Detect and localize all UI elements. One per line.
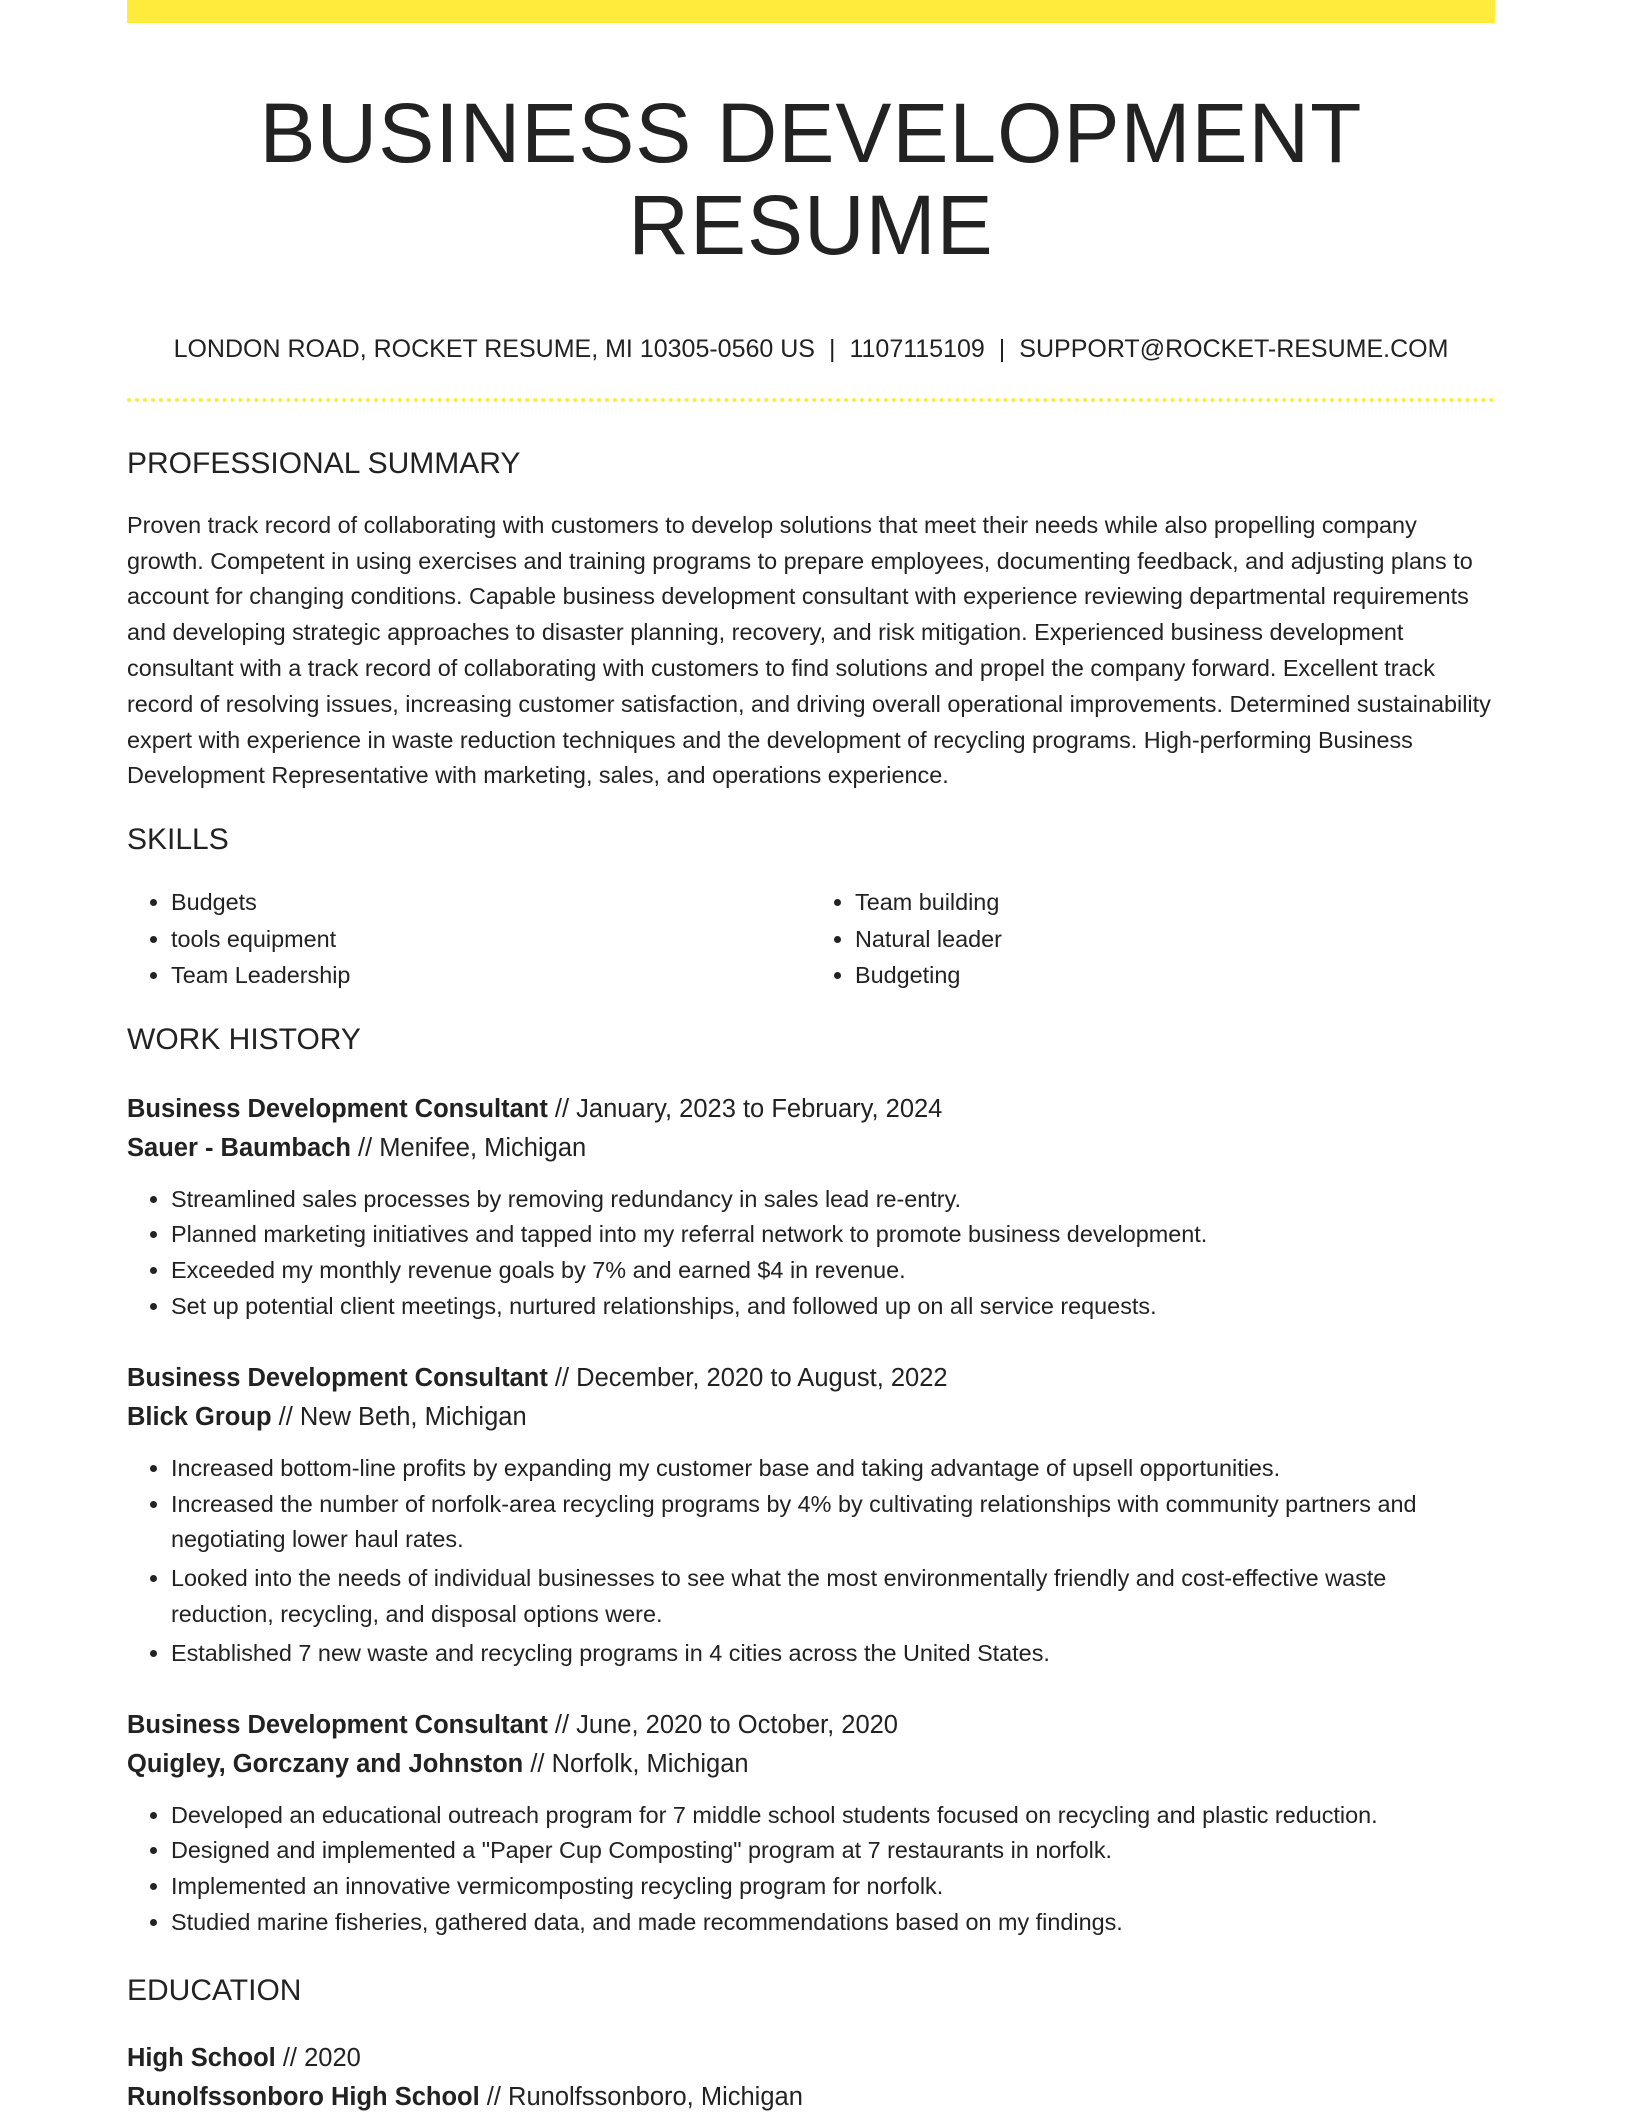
skill-item: • Natural leader [855, 921, 1495, 958]
job-title-line [127, 1359, 1495, 1398]
resume-page [127, 0, 1495, 2117]
skills-column-right [811, 884, 1495, 994]
education-degree: High School [127, 2043, 276, 2072]
resume-title: BUSINESS DEVELOPMENT RESUME [259, 86, 1363, 273]
contact-separator: | [998, 334, 1006, 363]
skill-item: • tools equipment [171, 921, 811, 958]
job-company: Blick Group [127, 1402, 272, 1431]
job-bullet: • Implemented an innovative vermicomposting recycling program for norfolk. [171, 1869, 1495, 1905]
job-bullet: • Planned marketing initiatives and tapped into my referral network to promote business development. [171, 1217, 1495, 1253]
summary-text: Proven track record of collaborating with customers to develop solutions that meet their needs while also propelling company growth. Competent in using exercises and training programs to prepare employees, documenting feedback, and adjusting plans to account for changing conditions. Capable business development consultant with experience reviewing departmental requirements and developing strategic approaches to disaster planning, recovery, and risk mitigation. Experienced business development consultant with a track record of collaborating with customers to find solutions and propel the company forward. Excellent track record of resolving issues, increasing customer satisfaction, and driving overall operational improvements. Determined sustainability expert with experience in waste reduction techniques and the development of recycling programs. High-performing Business Development Representative with marketing, sales, and operations experience. [127, 511, 1491, 789]
job-location: // Menifee, Michigan [350, 1133, 587, 1162]
job-company: Quigley, Gorczany and Johnston [127, 1749, 524, 1778]
job-bullet: • Developed an educational outreach program for 7 middle school students focused on recycling and plastic reduction. [171, 1798, 1495, 1834]
job-company: Sauer - Baumbach [127, 1133, 351, 1162]
contact-line [127, 334, 1495, 364]
job-entry [127, 1090, 1495, 1325]
job-bullets [127, 1451, 1495, 1672]
job-location: // Norfolk, Michigan [523, 1749, 749, 1778]
skills-column-left [127, 884, 811, 994]
education-degree-line [127, 2039, 1495, 2078]
job-bullets [127, 1182, 1495, 1325]
education-year: // 2020 [275, 2043, 361, 2072]
contact-separator: | [828, 334, 836, 363]
contact-address: LONDON ROAD, ROCKET RESUME, MI 10305-0560 US [173, 334, 815, 363]
job-bullet: • Established 7 new waste and recycling programs in 4 cities across the United States. [171, 1636, 1495, 1672]
job-bullet: • Exceeded my monthly revenue goals by 7% and earned $4 in revenue. [171, 1253, 1495, 1289]
dotted-divider [127, 398, 1495, 402]
skills-list [127, 884, 1495, 994]
job-bullet: • Increased the number of norfolk-area recycling programs by 4% by cultivating relationships with community partners and negotiating lower haul rates. [171, 1487, 1495, 1559]
job-bullet: • Studied marine fisheries, gathered data, and made recommendations based on my findings. [171, 1905, 1495, 1941]
work-history-heading: WORK HISTORY [127, 1022, 361, 1056]
job-title: Business Development Consultant [127, 1710, 548, 1739]
job-entry [127, 1706, 1495, 1941]
education-heading: EDUCATION [127, 1973, 302, 2007]
job-bullet: • Streamlined sales processes by removing redundancy in sales lead re-entry. [171, 1182, 1495, 1218]
skills-heading: SKILLS [127, 823, 229, 857]
education-school: Runolfssonboro High School [127, 2082, 480, 2111]
job-bullets [127, 1798, 1495, 1941]
job-entry [127, 1359, 1495, 1672]
accent-top-bar [127, 0, 1495, 23]
job-title: Business Development Consultant [127, 1363, 548, 1392]
skill-item: • Budgets [171, 884, 811, 921]
education-location: // Runolfssonboro, Michigan [479, 2082, 803, 2111]
job-title-line [127, 1706, 1495, 1745]
job-company-line [127, 1129, 1495, 1168]
job-company-line [127, 1745, 1495, 1784]
job-bullet: • Set up potential client meetings, nurtured relationships, and followed up on all service requests. [171, 1289, 1495, 1325]
job-dates: // June, 2020 to October, 2020 [547, 1710, 898, 1739]
skill-item: • Team Leadership [171, 957, 811, 994]
job-dates: // December, 2020 to August, 2022 [547, 1363, 948, 1392]
job-company-line [127, 1398, 1495, 1437]
job-title-line [127, 1090, 1495, 1129]
job-bullet: • Designed and implemented a "Paper Cup Composting" program at 7 restaurants in norfolk. [171, 1833, 1495, 1869]
contact-phone: 1107115109 [849, 334, 985, 363]
job-bullet: • Increased bottom-line profits by expanding my customer base and taking advantage of upsell opportunities. [171, 1451, 1495, 1487]
summary-heading: PROFESSIONAL SUMMARY [127, 446, 521, 480]
skill-item: • Team building [855, 884, 1495, 921]
contact-email: SUPPORT@ROCKET-RESUME.COM [1019, 334, 1449, 363]
job-title: Business Development Consultant [127, 1094, 548, 1123]
job-location: // New Beth, Michigan [271, 1402, 527, 1431]
job-bullet: • Looked into the needs of individual businesses to see what the most environmentally friendly and cost-effective waste reduction, recycling, and disposal options were. [171, 1561, 1495, 1633]
education-school-line [127, 2078, 1495, 2117]
education-entry [127, 2039, 1495, 2117]
skill-item: • Budgeting [855, 957, 1495, 994]
job-dates: // January, 2023 to February, 2024 [547, 1094, 943, 1123]
